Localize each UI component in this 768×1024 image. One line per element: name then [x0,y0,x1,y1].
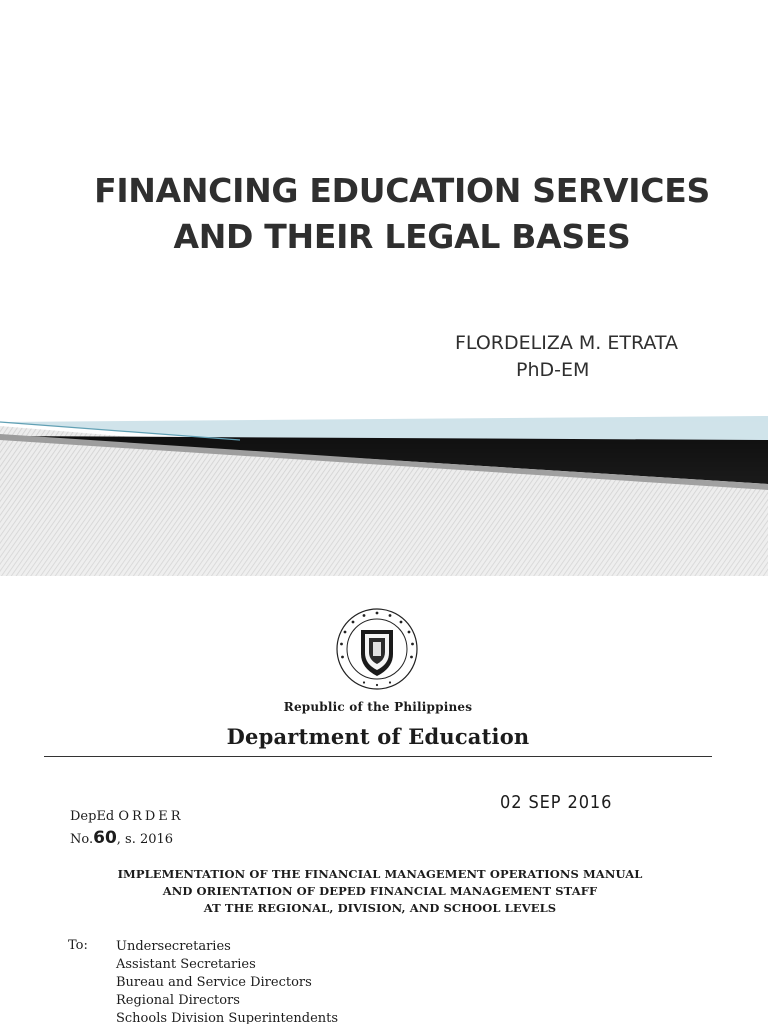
slide-decoration [0,410,768,576]
subject-line-1: IMPLEMENTATION OF THE FINANCIAL MANAGEMENT OPERATIONS MANUAL [117,867,643,881]
header-rule [44,756,712,757]
department-heading: Department of Education [226,724,530,749]
order-series: , s. 2016 [116,832,174,847]
to-label: To: [68,938,88,953]
order-type-word: ORDER [118,809,184,824]
recipient-item: Bureau and Service Directors [116,975,312,990]
order-date: 02 SEP 2016 [500,792,613,813]
republic-heading: Republic of the Philippines [283,700,473,714]
slide-title [0,168,768,260]
order-type-prefix: DepEd [70,809,115,824]
recipient-item: Regional Directors [116,993,240,1008]
order-subject [60,866,700,917]
order-type [70,809,184,824]
author-name: FLORDELIZA M. ETRATA [455,332,679,354]
recipient-item: Assistant Secretaries [116,957,256,972]
recipient-list [116,938,338,1024]
author-degree: PhD-EM [516,359,590,381]
order-number [70,828,173,848]
order-number-prefix: No. [70,832,94,847]
recipient-item: Schools Division Superintendents [116,1011,339,1024]
deped-seal-icon [334,606,420,692]
recipient-item: Undersecretaries [116,939,231,954]
slide-title-line-2: AND THEIR LEGAL BASES [173,217,631,256]
subject-line-3: AT THE REGIONAL, DIVISION, AND SCHOOL LEVELS [203,901,557,915]
subject-line-2: AND ORIENTATION OF DEPED FINANCIAL MANAGEMENT STAFF [162,884,598,898]
slide-author [455,330,705,384]
deped-order-document [0,576,768,1024]
slide-title-line-1: FINANCING EDUCATION SERVICES [94,171,710,210]
order-number-value: 60 [93,828,117,848]
